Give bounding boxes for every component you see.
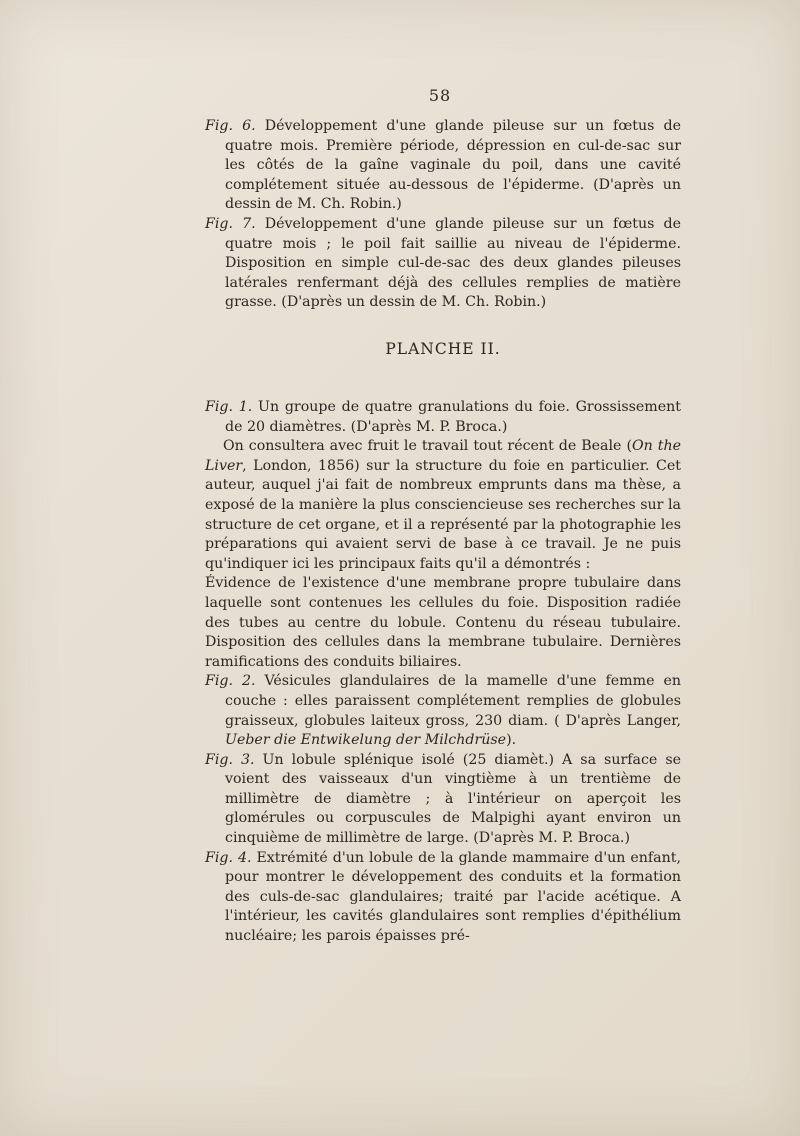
caption-fig-2 [205,672,681,750]
commentary-paragraph [205,437,681,574]
caption-fig-6 [205,117,681,215]
caption-fig-3 [205,751,681,849]
caption-text: Extrémité d'un lobule de la glande mammaire d'un enfant, pour montrer le développement des conduits et la formation des culs-de-sac glandulaires; traité par l'acide acétique. A l'intérieur, les cavités glandulaires sont remplies d'épithélium nucléaire; les parois épaisses pré- [225,849,681,945]
figure-label: Fig. 3. [205,751,255,768]
caption-text: Vésicules glandulaires de la mamelle d'une femme en couche : elles paraissent complétement remplies de globules graisseux, globules laiteux gross, 230 diam. ( D'après Langer, [225,673,681,729]
cited-work-title: Ueber die Entwikelung der Milchdrüse [225,732,507,749]
figure-label: Fig. 6. [205,118,256,134]
cited-work-title: On the Liver [205,438,682,474]
figure-label: Fig. 7. [205,215,256,232]
commentary-text: , London, 1856) sur la structure du foie en particulier. Cet auteur, auquel j'ai fait de nombreux emprunts dans ma thèse, a exposé de la manière la plus consciencieuse ses recherches sur la structure de cet organe, et il a représenté par la photographie les préparations qui avaient servi de base à ce travail. Je ne puis qu'indiquer ici les principaux faits qu'il a démontrés : [205,457,681,572]
caption-text: Un lobule splénique isolé (25 diamèt.) A sa surface se voient des vaisseaux d'un vingtième à un trentième de millimètre de diamètre ; à l'intérieur on aperçoit les glomérules ou corpuscules de Malpighi ayant environ un cinquième de millimètre de large. (D'après M. P. Broca.) [225,751,681,847]
commentary-continuation: Évidence de l'existence d'une membrane propre tubulaire dans laquelle sont contenues les cellules du foie. Disposition radiée des tubes au centre du lobule. Contenu du réseau tubulaire. Disposition des cellules dans la membrane tubulaire. Dernières ramifications des conduits biliaires. [205,575,681,670]
caption-text: Un groupe de quatre granulations du foie. Grossissement de 20 diamètres. (D'après M. P. Broca.) [225,399,681,435]
caption-fig-1 [205,398,681,437]
caption-text: Développement d'une glande pileuse sur un fœtus de quatre mois. Première période, dépression en cul-de-sac sur les côtés de la gaîne vaginale du poil, dans une cavité complétement située au-dessous de l'épiderme. (D'après un dessin de M. Ch. Robin.) [225,118,681,213]
caption-fig-4 [205,849,681,947]
figure-label: Fig. 1. [205,399,253,415]
caption-text: Développement d'une glande pileuse sur un fœtus de quatre mois ; le poil fait saillie au niveau de l'épiderme. Disposition en simple cul-de-sac des deux glandes pileuses latérales renfermant déjà des cellules remplies de matière grasse. (D'après un dessin de M. Ch. Robin.) [225,215,681,311]
figure-captions-planche-ii [205,398,681,947]
caption-text-end: ). [506,732,517,749]
section-title: PLANCHE II. [385,340,501,358]
figure-captions-planche-i [205,117,681,313]
commentary-text: On consultera avec fruit le travail tout récent de Beale ( [223,438,632,455]
figure-label: Fig. 2. [205,673,256,690]
figure-label: Fig. 4. [205,849,252,866]
caption-fig-7 [205,215,681,313]
page-number: 58 [428,86,452,105]
